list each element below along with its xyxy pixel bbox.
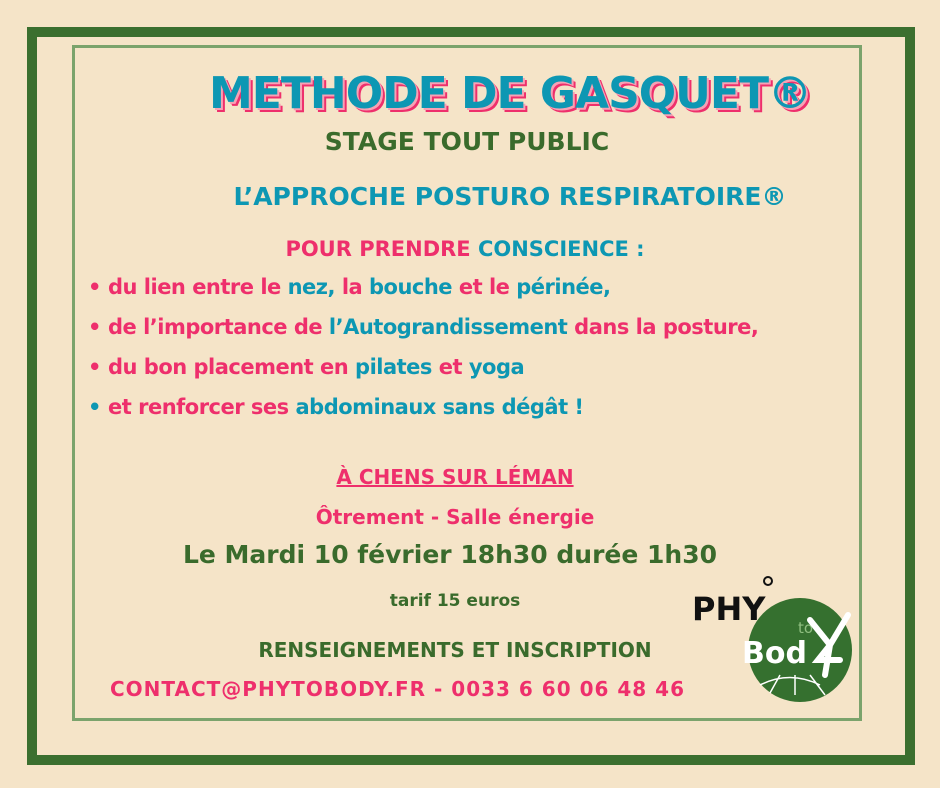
bullet-dot-icon: • <box>88 315 101 339</box>
intro-part: CONSCIENCE : <box>477 237 645 261</box>
location: À CHENS SUR LÉMAN <box>336 465 574 489</box>
price: tarif 15 euros <box>389 591 521 611</box>
contact-info[interactable]: CONTACT@PHYTOBODY.FR - 0033 6 60 06 48 46 <box>110 677 686 701</box>
bullet-text: périnée, <box>516 275 611 299</box>
event-date: Le Mardi 10 février 18h30 durée 1h30 <box>182 540 718 569</box>
bullet-dot-icon: • <box>88 275 101 299</box>
phytobody-logo <box>690 575 855 705</box>
approach-heading: L’APPROCHE POSTURO RESPIRATOIRE® <box>233 182 787 211</box>
bullet-text: du lien entre le <box>108 275 288 299</box>
svg-text:to: to <box>798 619 814 637</box>
venue: Ôtrement - Salle énergie <box>315 505 595 529</box>
info-heading: RENSEIGNEMENTS ET INSCRIPTION <box>258 638 652 662</box>
subtitle: STAGE TOUT PUBLIC <box>324 127 610 156</box>
intro-part: POUR PRENDRE <box>285 237 478 261</box>
bullet-text: pilates <box>355 355 439 379</box>
bullet-text: yoga <box>468 355 525 379</box>
bullet-text: nez, <box>287 275 342 299</box>
bullet-dot-icon: • <box>88 355 101 379</box>
bullet-text: et <box>438 355 469 379</box>
bullet-text: la <box>341 275 369 299</box>
bullet-dot-icon: • <box>88 395 101 419</box>
intro-heading <box>0 237 940 261</box>
bullet-text: abdominaux sans dégât ! <box>295 395 584 419</box>
bullet-item <box>88 355 524 379</box>
bullet-text: du bon placement en <box>108 355 356 379</box>
bullet-item <box>88 275 610 299</box>
svg-text:PHY: PHY <box>692 590 766 628</box>
bullet-text: l’Autograndissement <box>328 315 575 339</box>
flyer-title: METHODE DE GASQUET® <box>209 68 811 119</box>
bullet-item <box>88 315 758 339</box>
bullet-text: dans la posture, <box>574 315 759 339</box>
bullet-text: bouche <box>369 275 459 299</box>
bullet-text: et renforcer ses <box>108 395 296 419</box>
bullet-item <box>88 395 584 419</box>
svg-text:Bod: Bod <box>742 636 807 671</box>
bullet-text: de l’importance de <box>108 315 329 339</box>
bullet-text: et le <box>458 275 517 299</box>
